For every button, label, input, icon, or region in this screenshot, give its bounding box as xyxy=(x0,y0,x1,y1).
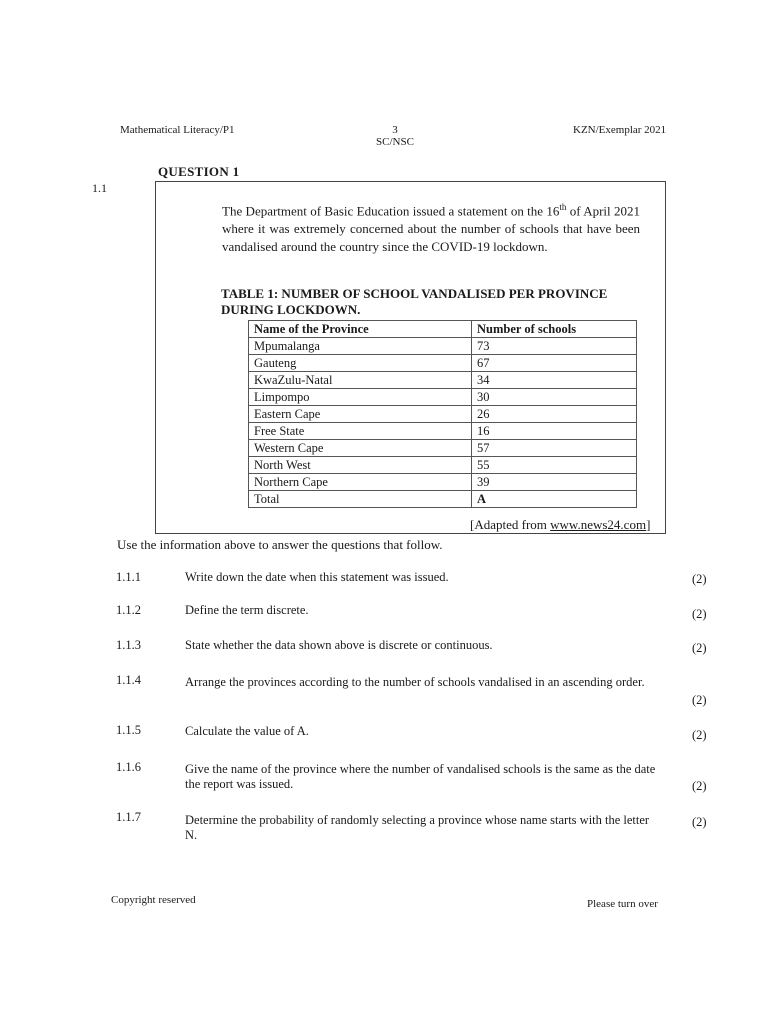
table-row xyxy=(249,440,637,457)
intro-paragraph xyxy=(222,198,640,256)
subquestion-marks: (2) xyxy=(692,815,707,829)
section-number: 1.1 xyxy=(92,181,107,195)
subquestion-marks: (2) xyxy=(692,572,707,586)
province-name: Western Cape xyxy=(249,440,472,457)
intro-text-1: The Department of Basic Education issued a statement on the 16 xyxy=(222,203,560,219)
header-exam-code: KZN/Exemplar 2021 xyxy=(573,124,667,136)
subquestion-marks: (2) xyxy=(692,779,707,793)
subquestion-text: Determine the probability of randomly selecting a province whose name starts with the letter N. xyxy=(185,813,650,842)
subquestion-number: 1.1.5 xyxy=(116,723,141,737)
school-count: 73 xyxy=(472,338,637,355)
table-header-row xyxy=(249,321,637,338)
source-link[interactable]: www.news24.com xyxy=(550,517,647,532)
province-name: Eastern Cape xyxy=(249,406,472,423)
subquestion-text: State whether the data shown above is discrete or continuous. xyxy=(185,638,493,652)
school-count: 34 xyxy=(472,372,637,389)
footer-copyright: Copyright reserved xyxy=(111,894,196,906)
header-subject: Mathematical Literacy/P1 xyxy=(120,124,235,136)
school-count: 39 xyxy=(472,474,637,491)
school-count: 30 xyxy=(472,389,637,406)
province-name: North West xyxy=(249,457,472,474)
subquestion-text: Arrange the provinces according to the number of schools vandalised in an ascending order. xyxy=(185,675,645,689)
source-prefix: [Adapted from xyxy=(470,517,551,532)
subquestion-text: Write down the date when this statement was issued. xyxy=(185,570,449,584)
province-table xyxy=(248,320,637,508)
school-count: 67 xyxy=(472,355,637,372)
total-value: A xyxy=(472,491,637,508)
instruction-text: Use the information above to answer the questions that follow. xyxy=(117,537,443,552)
intro-text-2: of April 2021 where it was extremely concerned about the number of schools that have been vandalised around the country since the COVID-19 lockdown. xyxy=(222,203,640,255)
school-count: 26 xyxy=(472,406,637,423)
source-suffix: ] xyxy=(646,517,651,532)
province-name: Mpumalanga xyxy=(249,338,472,355)
table-row xyxy=(249,338,637,355)
subquestion-marks: (2) xyxy=(692,728,707,742)
province-name: Free State xyxy=(249,423,472,440)
subquestion-number: 1.1.1 xyxy=(116,570,141,584)
subquestion-number: 1.1.4 xyxy=(116,673,141,687)
school-count: 16 xyxy=(472,423,637,440)
subquestion-text: Define the term discrete. xyxy=(185,603,309,617)
province-name: Limpompo xyxy=(249,389,472,406)
subquestion-marks: (2) xyxy=(692,641,707,655)
province-name: KwaZulu-Natal xyxy=(249,372,472,389)
table-row xyxy=(249,423,637,440)
table-row xyxy=(249,372,637,389)
intro-superscript: th xyxy=(559,202,567,212)
page-subtitle: SC/NSC xyxy=(376,136,414,148)
table-row xyxy=(249,355,637,372)
subquestion-marks: (2) xyxy=(692,607,707,621)
subquestion-text: Give the name of the province where the number of vandalised schools is the same as the date the report was issued. xyxy=(185,762,656,791)
table-total-row xyxy=(249,491,637,508)
header-page-info xyxy=(340,124,450,148)
table-row xyxy=(249,406,637,423)
table-row xyxy=(249,474,637,491)
subquestion-number: 1.1.2 xyxy=(116,603,141,617)
question-title: QUESTION 1 xyxy=(158,164,240,179)
source-citation xyxy=(470,517,686,533)
school-count: 55 xyxy=(472,457,637,474)
footer-turn-over: Please turn over xyxy=(587,898,658,910)
subquestion-text: Calculate the value of A. xyxy=(185,724,309,738)
province-name: Northern Cape xyxy=(249,474,472,491)
school-count: 57 xyxy=(472,440,637,457)
table-row xyxy=(249,389,637,406)
province-name: Gauteng xyxy=(249,355,472,372)
subquestion-number: 1.1.6 xyxy=(116,760,141,774)
column-header: Name of the Province xyxy=(249,321,472,338)
table-row xyxy=(249,457,637,474)
page-number: 3 xyxy=(392,124,398,136)
total-label: Total xyxy=(249,491,472,508)
subquestion-number: 1.1.3 xyxy=(116,638,141,652)
table-title: TABLE 1: NUMBER OF SCHOOL VANDALISED PER PROVINCE DURING LOCKDOWN. xyxy=(221,286,608,317)
column-header: Number of schools xyxy=(472,321,637,338)
subquestion-marks: (2) xyxy=(692,693,707,707)
subquestion-number: 1.1.7 xyxy=(116,810,141,824)
